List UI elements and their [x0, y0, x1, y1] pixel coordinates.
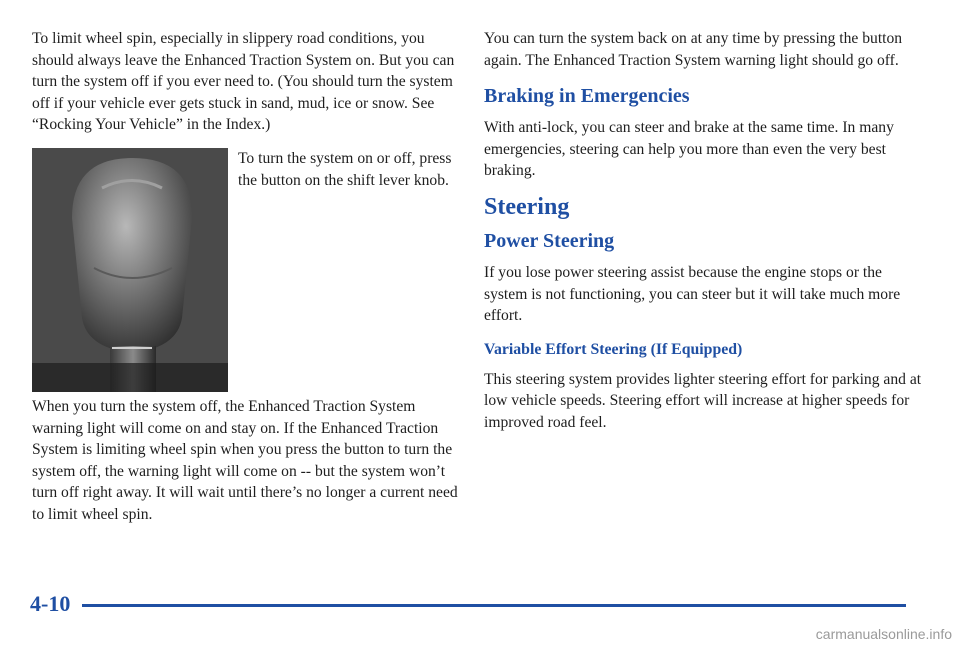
shift-knob-figure: [32, 148, 460, 396]
footer-rule: [82, 604, 906, 607]
page-footer: [30, 590, 906, 618]
braking-paragraph: With anti-lock, you can steer and brake at the same time. In many emergencies, steering can help you more than even the very best braking.: [484, 119, 894, 180]
variable-effort-paragraph: This steering system provides lighter steering effort for parking and at low vehicle speeds. Steering effort will increase at higher speeds for improved road feel.: [484, 370, 922, 431]
power-steering-paragraph: If you lose power steering assist because the engine stops or the system is not functioning, you can steer but it will take much more effort.: [484, 263, 901, 325]
shift-lever-knob-photo: [32, 148, 228, 392]
intro-paragraph: To limit wheel spin, especially in slippery road conditions, you should always leave the Enhanced Traction System on. But you can turn the system off if you ever need to. (You should turn the system off if your vehicle ever gets stuck in sand, mud, ice or snow. See “Rocking Your Vehicle” in the Index.): [32, 30, 455, 134]
page-number: 4-10: [30, 591, 71, 616]
system-off-paragraph: When you turn the system off, the Enhanced Traction System warning light will come on and stay on. If the Enhanced Traction System is limiting wheel spin when you press the button to turn the system off, the warning light will come on -- but the system won’t turn off right away. It will wait until there’s no longer a current need to limit wheel spin.: [32, 397, 458, 523]
power-steering-heading: Power Steering: [484, 229, 615, 252]
variable-effort-heading: Variable Effort Steering (If Equipped): [484, 340, 743, 358]
watermark: carmanualsonline.info: [815, 626, 952, 642]
shift-knob-illustration: [32, 148, 228, 392]
steering-heading: Steering: [484, 193, 570, 220]
right-column: [484, 28, 924, 434]
figure-caption: To turn the system on or off, press the button on the shift lever knob.: [238, 149, 452, 189]
left-column: [32, 28, 460, 526]
turn-on-paragraph: You can turn the system back on at any time by pressing the button again. The Enhanced Traction System warning light should go off.: [484, 30, 903, 69]
braking-heading: Braking in Emergencies: [484, 85, 690, 108]
